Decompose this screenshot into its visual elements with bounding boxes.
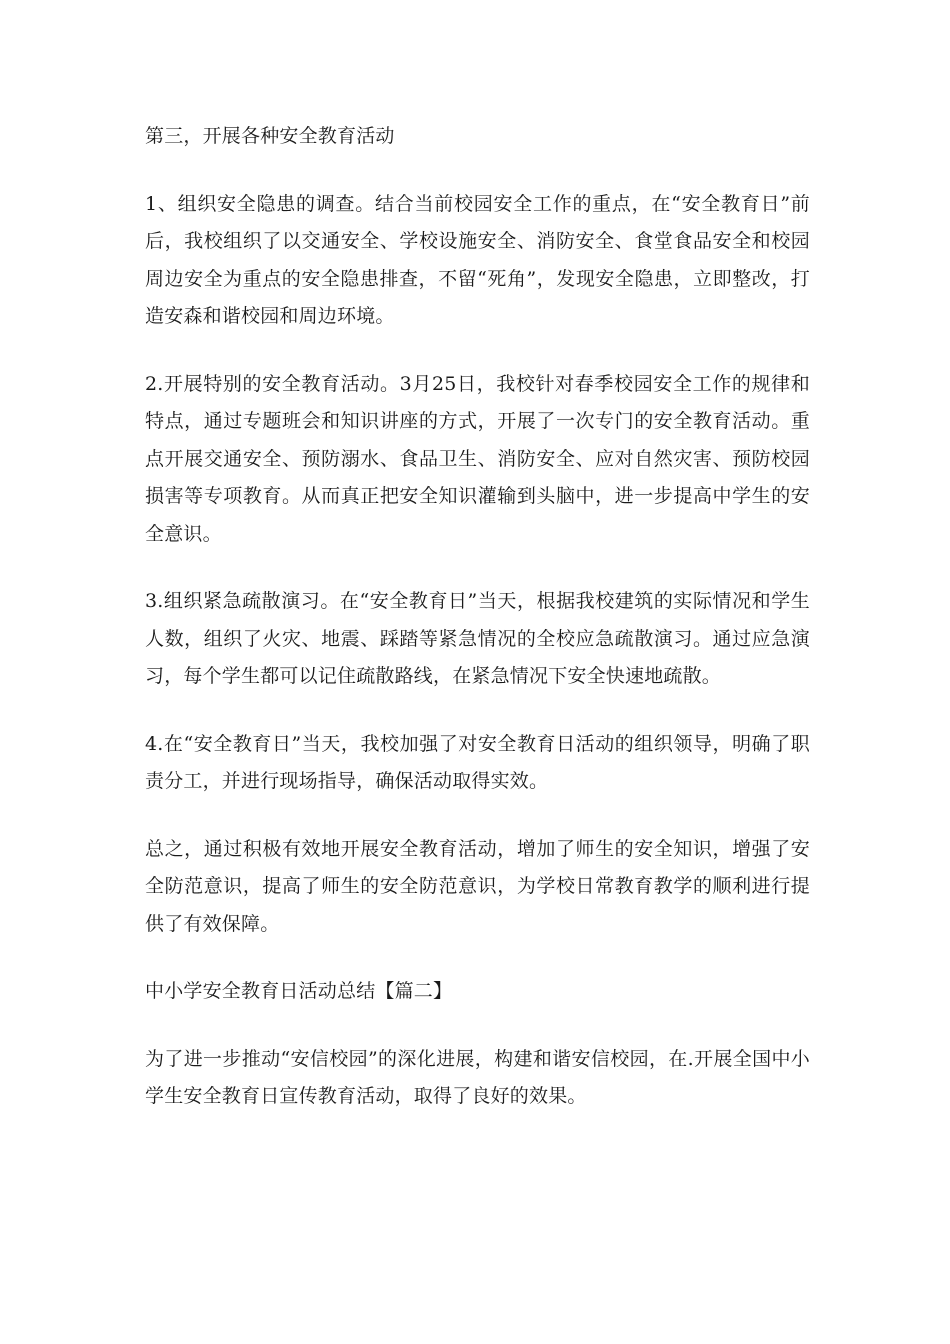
spacer [145, 801, 810, 831]
section-heading: 第三，开展各种安全教育活动 [145, 125, 395, 147]
list-item-3: 3.组织紧急疏散演习。在“安全教育日”当天，根据我校建筑的实际情况和学生人数，组织了火灾、地震、踩踏等紧急情况的全校应急疏散演习。通过应急演习，每个学生都可以记住疏散路线，在紧急情况下安全快速地疏散。 [145, 590, 810, 687]
spacer [145, 156, 810, 186]
spacer [145, 336, 810, 366]
list-item-1: 1、组织安全隐患的调查。结合当前校园安全工作的重点，在“安全教育日”前后，我校组织了以交通安全、学校设施安全、消防安全、食堂食品安全和校园周边安全为重点的安全隐患排查，不留“死角”，发现安全隐患，立即整改，打造安森和谐校园和周边环境。 [145, 192, 810, 327]
spacer [145, 553, 810, 583]
spacer [145, 1011, 810, 1041]
document-page [145, 118, 810, 1116]
spacer [145, 943, 810, 973]
list-item-2: 2.开展特别的安全教育活动。3月25日，我校针对春季校园安全工作的规律和特点，通过专题班会和知识讲座的方式，开展了一次专门的安全教育活动。重点开展交通安全、预防溺水、食品卫生、消防安全、应对自然灾害、预防校园损害等专项教育。从而真正把安全知识灌输到头脑中，进一步提高中学生的安全意识。 [145, 372, 810, 545]
part2-intro: 为了进一步推动“安信校园”的深化进展，构建和谐安信校园，在.开展全国中小学生安全教育日宣传教育活动，取得了良好的效果。 [145, 1047, 810, 1107]
summary-paragraph: 总之，通过积极有效地开展安全教育活动，增加了师生的安全知识，增强了安全防范意识，提高了师生的安全防范意识，为学校日常教育教学的顺利进行提供了有效保障。 [145, 837, 810, 935]
spacer [145, 696, 810, 726]
list-item-4: 4.在“安全教育日”当天，我校加强了对安全教育日活动的组织领导，明确了职责分工，并进行现场指导，确保活动取得实效。 [145, 732, 810, 792]
part2-title: 中小学安全教育日活动总结【篇二】 [145, 980, 453, 1002]
